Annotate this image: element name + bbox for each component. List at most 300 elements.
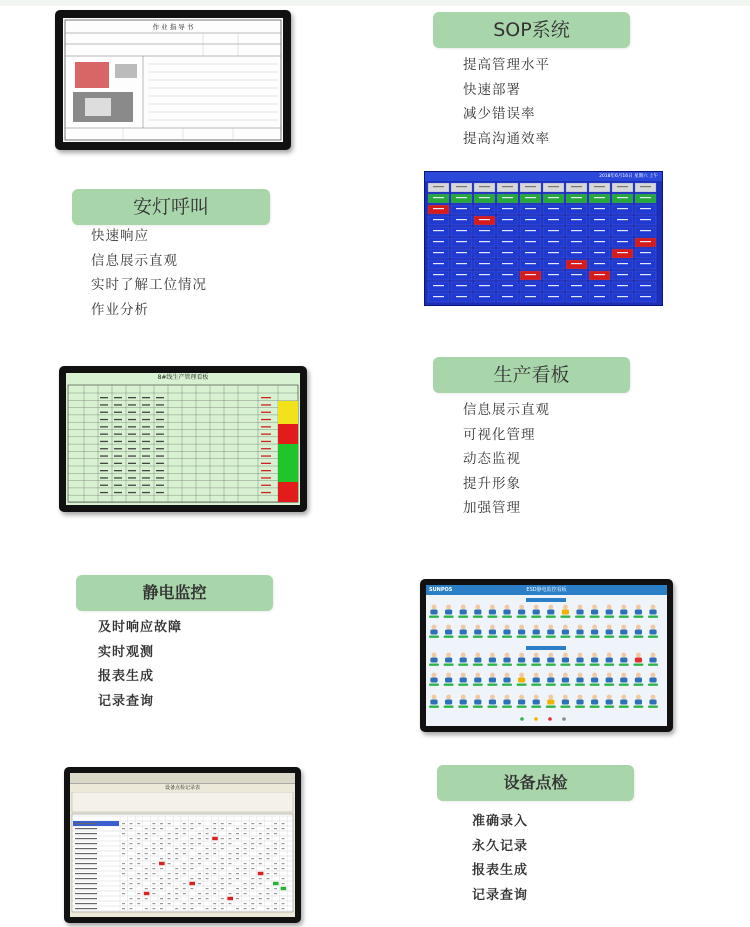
andon-cell-text-mark <box>617 296 628 297</box>
worker-status-bar <box>458 706 468 708</box>
inspect-cell-mark <box>175 898 178 899</box>
esd-feature-2: 实时观测 <box>98 644 155 660</box>
board-cell-text-mark <box>114 419 122 420</box>
worker-head-icon <box>519 673 524 678</box>
inspect-cell-mark <box>122 903 125 904</box>
board-cell-text-mark <box>100 448 108 449</box>
andon-cell-text-mark <box>548 186 559 187</box>
inspect-cell-mark <box>145 828 148 829</box>
board-cell-text-mark <box>142 463 150 464</box>
worker-head-icon <box>505 653 510 658</box>
inspect-fault-cell <box>227 897 233 900</box>
worker-body-icon <box>606 700 613 705</box>
andon-station-cell <box>566 293 587 302</box>
andon-cell-text-mark <box>525 208 536 209</box>
board-cell-text-mark <box>156 470 164 471</box>
worker-status-bar <box>546 616 556 618</box>
inspect-cell-mark <box>137 858 140 859</box>
andon-station-cell <box>474 282 495 291</box>
andon-cell-text-mark <box>525 197 536 198</box>
worker-status-bar <box>502 706 512 708</box>
sop-title: SOP系统 <box>493 19 570 41</box>
andon-station-cell <box>451 227 472 236</box>
worker-head-icon <box>475 625 480 630</box>
inspect-cell-mark <box>198 883 201 884</box>
worker-status-bar <box>458 636 468 638</box>
andon-station-cell <box>589 249 610 258</box>
andon-feature-4: 作业分析 <box>91 301 149 318</box>
andon-cell-text-mark <box>617 208 628 209</box>
andon-cell-text-mark <box>433 263 444 264</box>
worker-status-bar <box>517 616 527 618</box>
worker-head-icon <box>592 653 597 658</box>
worker-status-bar <box>575 684 585 686</box>
inspect-cell-mark <box>228 873 231 874</box>
board-cell-text-mark <box>142 485 150 486</box>
board-rate-mark <box>261 397 271 398</box>
inspect-cell-mark <box>206 873 209 874</box>
andon-cell-text-mark <box>433 274 444 275</box>
worker-status-bar <box>502 664 512 666</box>
inspect-cell-mark <box>198 858 201 859</box>
inspect-cell-mark <box>228 843 231 844</box>
andon-station-cell <box>520 260 541 269</box>
inspect-cell-mark <box>175 838 178 839</box>
andon-station-cell <box>497 205 518 214</box>
worker-status-bar <box>517 684 527 686</box>
worker-status-bar <box>487 616 497 618</box>
worker-status-bar <box>444 706 454 708</box>
esd-screen-header <box>426 585 667 595</box>
andon-cell-text-mark <box>594 241 605 242</box>
inspect-cell-mark <box>152 908 155 909</box>
worker-status-bar <box>604 616 614 618</box>
inspect-cell-mark <box>213 908 216 909</box>
worker-body-icon <box>503 678 510 683</box>
worker-head-icon <box>490 673 495 678</box>
inspect-cell-mark <box>152 868 155 869</box>
andon-cell-text-mark <box>640 197 651 198</box>
andon-station-cell <box>428 282 449 291</box>
board-cell-text-mark <box>128 470 136 471</box>
andon-cell-text-mark <box>594 219 605 220</box>
board-cell-text-mark <box>128 477 136 478</box>
inspect-item-text-mark <box>75 858 97 859</box>
inspect-cell-mark <box>244 828 247 829</box>
andon-cell-text-mark <box>594 208 605 209</box>
worker-head-icon <box>461 673 466 678</box>
board-rate-mark <box>261 448 271 449</box>
worker-status-bar <box>458 684 468 686</box>
inspect-cell-mark <box>274 828 277 829</box>
andon-station-cell <box>589 293 610 302</box>
andon-cell-text-mark <box>525 230 536 231</box>
inspect-cell-mark <box>168 893 171 894</box>
andon-cell-text-mark <box>525 252 536 253</box>
inspect-cell-mark <box>274 873 277 874</box>
worker-body-icon <box>474 658 481 663</box>
inspect-cell-mark <box>244 848 247 849</box>
andon-cell-text-mark <box>456 219 467 220</box>
inspect-cell-mark <box>213 888 216 889</box>
inspect-cell-mark <box>145 853 148 854</box>
andon-cell-text-mark <box>479 197 490 198</box>
board-feature-3: 动态监视 <box>463 451 521 467</box>
andon-cell-text-mark <box>548 230 559 231</box>
andon-cell-text-mark <box>548 241 559 242</box>
andon-station-cell <box>520 271 541 280</box>
inspect-cell-mark <box>266 873 269 874</box>
worker-head-icon <box>475 605 480 610</box>
andon-cell-text-mark <box>571 219 582 220</box>
worker-body-icon <box>533 610 540 615</box>
andon-station-cell <box>520 249 541 258</box>
board-cell-text-mark <box>142 455 150 456</box>
board-cell-text-mark <box>100 477 108 478</box>
andon-station-cell <box>589 260 610 269</box>
inspect-cell-mark <box>122 828 125 829</box>
andon-cell-text-mark <box>640 186 651 187</box>
andon-cell-text-mark <box>525 219 536 220</box>
worker-head-icon <box>490 695 495 700</box>
worker-body-icon <box>635 678 642 683</box>
board-cell-text-mark <box>156 412 164 413</box>
andon-station-cell <box>474 205 495 214</box>
worker-body-icon <box>547 630 554 635</box>
andon-station-cell <box>543 183 564 192</box>
andon-cell-text-mark <box>640 208 651 209</box>
inspect-cell-mark <box>130 858 133 859</box>
inspect-cell-mark <box>236 908 239 909</box>
inspect-cell-mark <box>251 843 254 844</box>
andon-station-cell <box>474 183 495 192</box>
worker-status-bar <box>531 684 541 686</box>
worker-body-icon <box>606 610 613 615</box>
inspect-cell-mark <box>274 888 277 889</box>
inspect-cell-mark <box>160 838 163 839</box>
inspect-cell-mark <box>152 863 155 864</box>
andon-cell-text-mark <box>594 197 605 198</box>
worker-body-icon <box>518 630 525 635</box>
andon-cell-text-mark <box>456 230 467 231</box>
worker-body-icon <box>547 700 554 705</box>
worker-head-icon <box>519 625 524 630</box>
inspect-item-text-mark <box>75 848 97 849</box>
inspect-feature-2: 永久记录 <box>472 838 529 854</box>
inspect-cell-mark <box>244 823 247 824</box>
board-cell-text-mark <box>114 448 122 449</box>
worker-head-icon <box>432 695 437 700</box>
inspect-cell-mark <box>168 853 171 854</box>
inspect-screen-title: 设备点检记录表 <box>164 785 200 791</box>
andon-station-cell <box>520 238 541 247</box>
andon-station-cell <box>589 282 610 291</box>
andon-cell-text-mark <box>525 263 536 264</box>
inspect-fault-cell <box>258 872 264 875</box>
worker-head-icon <box>636 653 641 658</box>
andon-station-cell <box>635 260 656 269</box>
inspect-cell-mark <box>152 888 155 889</box>
andon-cell-text-mark <box>433 186 444 187</box>
andon-feature-list <box>91 224 207 322</box>
andon-station-cell <box>612 227 633 236</box>
worker-body-icon <box>474 700 481 705</box>
board-title: 生产看板 <box>493 364 570 386</box>
andon-station-cell <box>612 183 633 192</box>
inspect-cell-mark <box>213 863 216 864</box>
inspect-cell-mark <box>221 863 224 864</box>
worker-head-icon <box>636 605 641 610</box>
inspect-cell-mark <box>228 878 231 879</box>
inspect-cell-mark <box>251 903 254 904</box>
worker-head-icon <box>563 625 568 630</box>
sop-doc-title: 作 业 指 导 书 <box>152 23 194 31</box>
worker-status-bar <box>487 706 497 708</box>
inspect-cell-mark <box>152 893 155 894</box>
sop-title-badge <box>433 12 630 48</box>
andon-cell-text-mark <box>640 230 651 231</box>
inspect-cell-mark <box>183 843 186 844</box>
inspect-cell-mark <box>168 873 171 874</box>
andon-cell-text-mark <box>525 241 536 242</box>
worker-body-icon <box>547 658 554 663</box>
inspect-cell-mark <box>221 828 224 829</box>
inspect-cell-mark <box>266 878 269 879</box>
worker-body-icon <box>547 610 554 615</box>
worker-body-icon <box>518 610 525 615</box>
inspect-cell-mark <box>137 883 140 884</box>
andon-screen <box>424 171 663 306</box>
worker-head-icon <box>563 673 568 678</box>
inspect-cell-mark <box>221 858 224 859</box>
board-rate-mark <box>261 470 271 471</box>
board-cell-text-mark <box>142 492 150 493</box>
inspect-cell-mark <box>122 823 125 824</box>
worker-status-bar <box>575 706 585 708</box>
inspect-item-text-mark <box>75 828 97 829</box>
andon-cell-text-mark <box>548 208 559 209</box>
inspect-cell-mark <box>259 858 262 859</box>
worker-body-icon <box>606 678 613 683</box>
inspect-cell-mark <box>160 908 163 909</box>
worker-status-bar <box>648 684 658 686</box>
inspect-cell-mark <box>183 848 186 849</box>
board-cell-text-mark <box>114 397 122 398</box>
inspect-cell-mark <box>198 893 201 894</box>
inspect-cell-mark <box>168 838 171 839</box>
board-rate-mark <box>261 404 271 405</box>
worker-status-bar <box>633 664 643 666</box>
inspect-fault-cell <box>144 892 150 895</box>
worker-status-bar <box>604 706 614 708</box>
worker-head-icon <box>534 673 539 678</box>
worker-body-icon <box>562 700 569 705</box>
inspect-cell-mark <box>183 893 186 894</box>
andon-station-cell <box>497 260 518 269</box>
inspect-cell-mark <box>236 888 239 889</box>
inspect-cell-mark <box>168 883 171 884</box>
worker-status-bar <box>560 664 570 666</box>
andon-cell-text-mark <box>502 186 513 187</box>
andon-station-cell <box>635 183 656 192</box>
board-cell-text-mark <box>156 441 164 442</box>
andon-station-cell <box>566 238 587 247</box>
inspect-cell-mark <box>183 888 186 889</box>
board-cell-text-mark <box>156 397 164 398</box>
worker-status-bar <box>590 706 600 708</box>
board-cell-text-mark <box>142 397 150 398</box>
andon-station-cell <box>543 227 564 236</box>
inspect-cell-mark <box>190 823 193 824</box>
inspect-cell-mark <box>137 833 140 834</box>
inspect-cell-mark <box>266 848 269 849</box>
worker-status-bar <box>502 684 512 686</box>
inspect-cell-mark <box>251 898 254 899</box>
inspect-cell-mark <box>221 838 224 839</box>
worker-status-bar <box>473 664 483 666</box>
board-cell-text-mark <box>128 455 136 456</box>
esd-brand: SUNPOS <box>429 587 453 593</box>
inspect-cell-mark <box>168 833 171 834</box>
andon-cell-text-mark <box>479 285 490 286</box>
worker-head-icon <box>548 625 553 630</box>
worker-status-bar <box>487 684 497 686</box>
andon-cell-text-mark <box>502 230 513 231</box>
worker-body-icon <box>620 630 627 635</box>
board-cell-text-mark <box>128 412 136 413</box>
board-cell-text-mark <box>156 455 164 456</box>
board-rate-mark <box>261 434 271 435</box>
worker-status-bar <box>444 684 454 686</box>
worker-status-bar <box>531 706 541 708</box>
worker-status-bar <box>429 706 439 708</box>
worker-head-icon <box>592 605 597 610</box>
inspect-cell-mark <box>130 848 133 849</box>
inspect-cell-mark <box>206 833 209 834</box>
worker-body-icon <box>576 630 583 635</box>
inspect-cell-mark <box>137 838 140 839</box>
esd-feature-list <box>98 616 182 714</box>
inspect-item-text-mark <box>75 903 97 904</box>
worker-status-bar <box>590 616 600 618</box>
worker-body-icon <box>533 630 540 635</box>
inspect-cell-mark <box>259 833 262 834</box>
inspect-cell-mark <box>175 853 178 854</box>
inspect-cell-mark <box>228 883 231 884</box>
andon-cell-text-mark <box>525 296 536 297</box>
board-cell-text-mark <box>156 463 164 464</box>
worker-head-icon <box>519 653 524 658</box>
inspect-cell-mark <box>130 883 133 884</box>
inspect-cell-mark <box>259 843 262 844</box>
andon-screen-date: 2018年6月16日 星期六 上午 <box>599 174 658 179</box>
worker-body-icon <box>533 700 540 705</box>
worker-body-icon <box>460 630 467 635</box>
worker-status-bar <box>633 706 643 708</box>
inspect-cell-mark <box>190 828 193 829</box>
inspect-cell-mark <box>221 898 224 899</box>
andon-station-cell <box>589 194 610 203</box>
worker-head-icon <box>548 695 553 700</box>
inspect-cell-mark <box>213 873 216 874</box>
andon-station-cell <box>428 271 449 280</box>
inspect-cell-mark <box>213 848 216 849</box>
worker-body-icon <box>518 700 525 705</box>
inspect-cell-mark <box>213 868 216 869</box>
inspect-cell-mark <box>145 858 148 859</box>
worker-status-bar <box>502 616 512 618</box>
andon-station-cell <box>612 271 633 280</box>
worker-head-icon <box>534 625 539 630</box>
board-cell-text-mark <box>142 426 150 427</box>
inspect-cell-mark <box>266 908 269 909</box>
andon-cell-text-mark <box>502 241 513 242</box>
inspect-cell-mark <box>122 873 125 874</box>
inspect-title-badge <box>437 765 634 801</box>
worker-status-bar <box>444 664 454 666</box>
board-cell-text-mark <box>100 397 108 398</box>
worker-head-icon <box>505 625 510 630</box>
inspect-cell-mark <box>145 868 148 869</box>
board-cell-text-mark <box>128 419 136 420</box>
worker-head-icon <box>621 625 626 630</box>
board-screen <box>66 373 300 505</box>
andon-station-cell <box>520 282 541 291</box>
andon-cell-text-mark <box>456 274 467 275</box>
worker-status-bar <box>546 636 556 638</box>
board-cell-text-mark <box>114 412 122 413</box>
andon-cell-text-mark <box>594 274 605 275</box>
worker-body-icon <box>489 610 496 615</box>
andon-station-cell <box>635 238 656 247</box>
inspect-cell-mark <box>190 903 193 904</box>
inspect-cell-mark <box>206 908 209 909</box>
board-title-badge <box>433 357 630 393</box>
inspect-cell-mark <box>183 908 186 909</box>
worker-body-icon <box>445 610 452 615</box>
inspect-cell-mark <box>221 848 224 849</box>
board-cell-text-mark <box>128 441 136 442</box>
inspect-cell-mark <box>122 888 125 889</box>
inspect-cell-mark <box>198 898 201 899</box>
inspect-cell-mark <box>251 823 254 824</box>
inspect-cell-mark <box>175 893 178 894</box>
andon-cell-text-mark <box>433 285 444 286</box>
inspect-cell-mark <box>168 858 171 859</box>
worker-body-icon <box>430 658 437 663</box>
andon-station-cell <box>451 183 472 192</box>
inspect-cell-mark <box>168 863 171 864</box>
inspect-cell-mark <box>152 848 155 849</box>
inspect-cell-mark <box>228 858 231 859</box>
andon-station-cell <box>497 249 518 258</box>
worker-body-icon <box>489 658 496 663</box>
inspect-cell-mark <box>251 868 254 869</box>
worker-body-icon <box>518 658 525 663</box>
inspect-cell-mark <box>122 883 125 884</box>
inspect-cell-mark <box>282 903 285 904</box>
board-cell-text-mark <box>156 404 164 405</box>
inspect-cell-mark <box>198 873 201 874</box>
board-cell-text-mark <box>142 477 150 478</box>
andon-cell-text-mark <box>525 285 536 286</box>
esd-monitor <box>420 579 673 732</box>
worker-body-icon <box>562 678 569 683</box>
worker-head-icon <box>446 653 451 658</box>
inspect-cell-mark <box>228 833 231 834</box>
andon-cell-text-mark <box>479 274 490 275</box>
andon-cell-text-mark <box>571 285 582 286</box>
